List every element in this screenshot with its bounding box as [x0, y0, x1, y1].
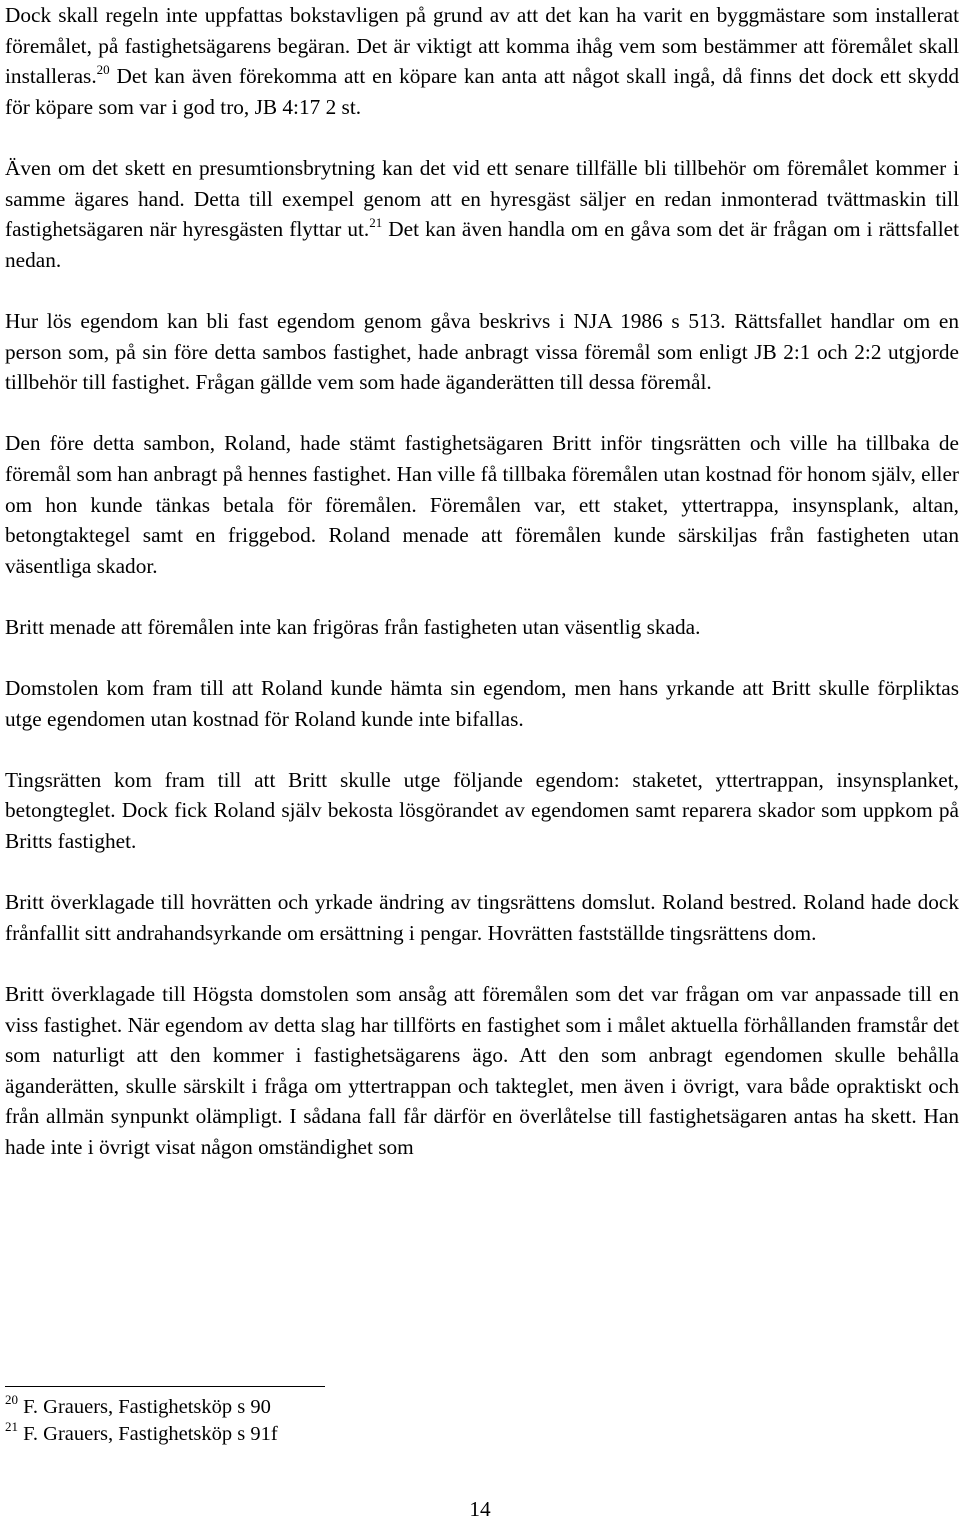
- footnote-20: $^{20}$ F. Grauers, Fastighetsköp s 90: [5, 1392, 271, 1418]
- paragraph-5: Britt menade att föremålen inte kan frigöras från fastigheten utan väsentlig skada.: [5, 614, 701, 639]
- paragraph-9: Britt överklagade till Högsta domstolen som ansåg att föremålen som det var frågan om var anpassade till en viss fastighet. När egendom av detta slag har tillförts en fastighet som i målet aktuella förhållanden framstår det som naturligt att den kommer i fastighetsägarens ägo. Att den som anbragt egendomen skulle behålla äganderätten, skulle särskilt i fråga om yttertrappan och takteglet, men även i övrigt, vara både opraktiskt och från allmän synpunkt olämpligt. I sådana fall får därför en överlåtelse till fastighetsägaren antas ha skett. Han hade inte i övrigt visat någon omständighet som: [5, 982, 959, 1159]
- paragraph-3: Hur lös egendom kan bli fast egendom genom gåva beskrivs i NJA 1986 s 513. Rättsfallet handlar om en person som, på sin före detta sambos fastighet, hade anbragt vissa föremål som enligt JB 2:1 och 2:2 utgjorde tillbehör till fastighet. Frågan gällde vem som hade äganderätten till dessa föremål.: [5, 308, 959, 395]
- footnote-ref-20[interactable]: 20: [96, 62, 110, 78]
- footnote-ref-21[interactable]: 21: [369, 215, 383, 231]
- paragraph-8: Britt överklagade till hovrätten och yrkade ändring av tingsrättens domslut. Roland bestred. Roland hade dock frånfallit sitt andrahandsyrkande om ersättning i pengar. Hovrätten fastställde tingsrättens dom.: [5, 890, 959, 945]
- document-body: [5, 0, 959, 1163]
- page-number: 14: [469, 1497, 491, 1521]
- paragraph-6: Domstolen kom fram till att Roland kunde hämta sin egendom, men hans yrkande att Britt skulle förpliktas utge egendomen utan kostnad för Roland kunde inte bifallas.: [5, 676, 959, 731]
- footnote-divider: [5, 1386, 325, 1387]
- paragraph-4: Den före detta sambon, Roland, hade stämt fastighetsägaren Britt inför tingsrätten och ville ha tillbaka de föremål som han anbragt på hennes fastighet. Han ville få tillbaka föremålen utan kostnad för honom själv, eller om hon kunde tänkas betala för föremålen. Föremålen var, ett staket, yttertrappa, insynsplank, altan, betongtaktegel samt en friggebod. Roland menade att föremålen kunde särskiljas från fastigheten utan väsentliga skador.: [5, 431, 959, 578]
- paragraph-1: Dock skall regeln inte uppfattas bokstavligen på grund av att det kan ha varit en byggmästare som installerat föremålet, på fastighetsägarens begäran. Det är viktigt att komma ihåg vem som bestämmer att föremålet skall installeras.$^{20}$ Det kan även förekomma att en köpare kan anta att något skall ingå, då finns det dock ett skydd för köpare som var i god tro, JB 4:17 2 st.: [5, 3, 959, 119]
- paragraph-7: Tingsrätten kom fram till att Britt skulle utge följande egendom: staketet, yttertrappan, insynsplanket, betongteglet. Dock fick Roland själv bekosta lösgörandet av egendomen samt reparera skador som uppkom på Britts fastighet.: [5, 767, 959, 854]
- paragraph-2: Även om det skett en presumtionsbrytning kan det vid ett senare tillfälle bli tillbehör om föremålet kommer i samme ägares hand. Detta till exempel genom att en hyresgäst säljer en redan inmonterad tvättmaskin till fastighetsägaren när hyresgästen flyttar ut.$^{21}$ Det kan även handla om en gåva som det är frågan om i rättsfallet nedan.: [5, 155, 959, 272]
- footnote-21: $^{21}$ F. Grauers, Fastighetsköp s 91f: [5, 1419, 278, 1445]
- footnotes: [5, 1394, 278, 1448]
